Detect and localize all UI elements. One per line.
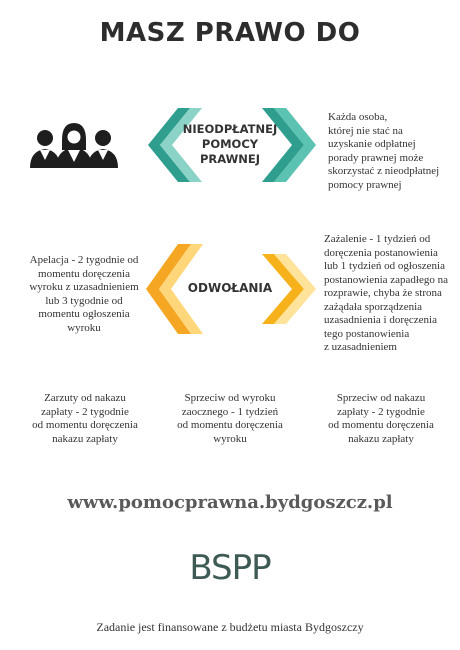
appeal-right-note-line: doręczenia postanowienia [324, 246, 438, 259]
free-aid-label-line3: PRAWNEJ [199, 152, 261, 166]
bspp-logo: BSPP [189, 548, 271, 588]
page-title: MASZ PRAWO DO [99, 18, 361, 48]
bottom-note-line: Sprzeciw od nakazu [336, 392, 426, 404]
bottom-note-line: nakazu zapłaty [52, 432, 118, 445]
free-aid-label [180, 122, 280, 167]
free-aid-description-line: pomocy prawnej [328, 178, 402, 191]
bottom-note-line: od momentu doręczenia [177, 419, 283, 431]
appeal-right-note-line: tego postanowienia [324, 327, 410, 340]
free-aid-description-line: skorzystać z nieodpłatnej [328, 165, 440, 177]
bottom-note-left [20, 392, 150, 446]
bottom-note-line: nakazu zapłaty [348, 432, 414, 445]
bottom-note-line: od momentu doręczenia [32, 419, 138, 431]
free-aid-description-line: uzyskanie odpłatnej [328, 138, 416, 150]
free-aid-description-line: porady prawnej może [328, 151, 424, 164]
free-aid-description-line: Każda osoba, [328, 111, 388, 123]
appeal-left-note-line: lub 3 tygodnie od [45, 294, 123, 307]
bottom-note-right [316, 392, 446, 446]
appeal-right-note-line: postanowienia zapadłego na [324, 273, 449, 286]
footer-funding-note: Zadanie jest finansowane z budżetu miasta Bydgoszczy [96, 620, 364, 634]
bottom-note-middle [165, 392, 295, 446]
bottom-note-line: zapłaty - 2 tygodnie [337, 405, 425, 418]
appeal-left-note-line: momentu doręczenia [38, 267, 130, 280]
appeal-right-note-line: Zażalenie - 1 tydzień od [324, 233, 431, 245]
appeal-right-note-line: lub 1 tydzień od ogłoszenia [324, 260, 445, 272]
free-aid-description-line: której nie stać na [328, 124, 403, 137]
bottom-note-line: od momentu doręczenia [328, 419, 434, 431]
appeal-right-note-line: rozprawie, chyba że strona [324, 287, 442, 299]
website-link[interactable]: www.pomocprawna.bydgoszcz.pl [67, 492, 393, 513]
appeal-right-note-line: uzasadnienia i doręczenia [324, 314, 437, 326]
appeal-left-note-line: wyroku [67, 321, 101, 334]
bottom-note-line: Zarzuty od nakazu [44, 392, 126, 404]
free-aid-description [328, 111, 456, 192]
free-aid-label-line1: NIEODPŁATNEJ [182, 122, 278, 136]
appeal-left-note-line: wyroku z uzasadnieniem [29, 281, 139, 293]
bottom-note-line: wyroku [213, 432, 247, 445]
appeal-right-note-line: z uzasadnieniem [324, 341, 397, 353]
bottom-note-line: zaocznego - 1 tydzień [181, 405, 279, 418]
appeal-left-note-line: momentu ogłoszenia [38, 308, 130, 320]
appeal-right-note [324, 233, 458, 355]
bottom-note-line: zapłaty - 2 tygodnie [41, 405, 129, 418]
bottom-note-line: Sprzeciw od wyroku [184, 392, 276, 404]
appeal-left-note-line: Apelacja - 2 tygodnie od [29, 254, 139, 266]
appeal-right-note-line: zażądała sporządzenia [324, 300, 423, 313]
appeal-left-note [20, 254, 148, 335]
free-aid-label-line2: POMOCY [201, 137, 259, 151]
appeal-label: ODWOŁANIA [187, 281, 273, 295]
